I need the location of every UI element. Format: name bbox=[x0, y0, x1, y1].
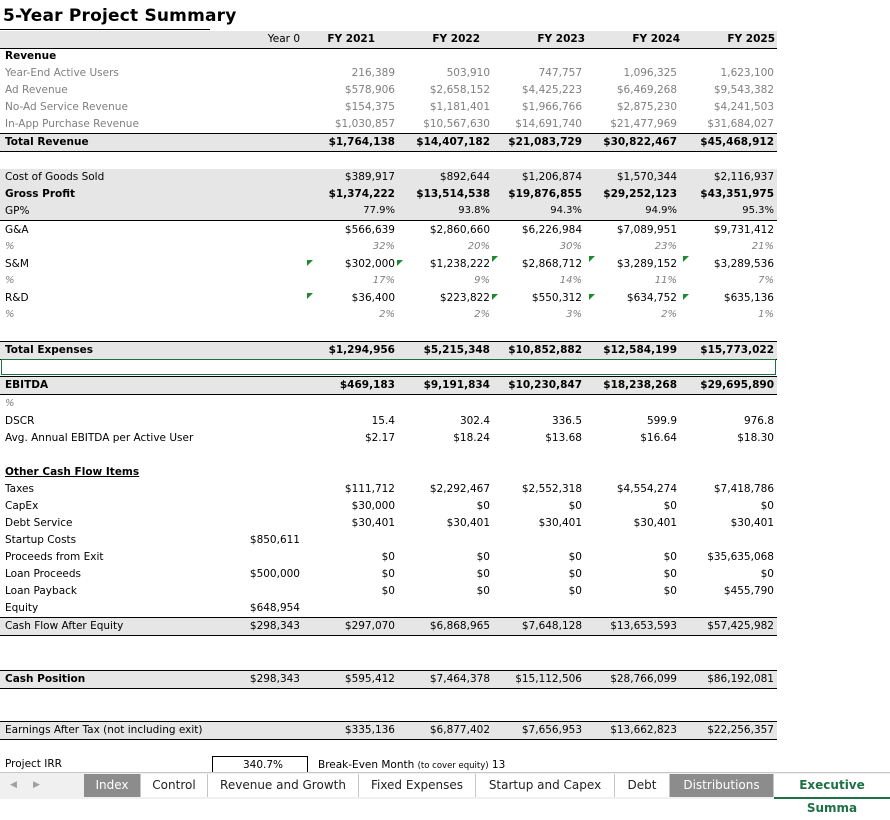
rd-pct-cell-1[interactable]: 2% bbox=[379, 309, 395, 320]
cf-after-equity-cell-4[interactable]: $13,653,593 bbox=[610, 620, 677, 632]
gross-profit-cell-5[interactable]: $43,351,975 bbox=[700, 188, 774, 200]
cf-after-equity-cell-3[interactable]: $7,648,128 bbox=[521, 620, 582, 632]
loan-proceeds-label[interactable]: Loan Proceeds bbox=[5, 568, 82, 580]
eat-label[interactable]: Earnings After Tax (not including exit) bbox=[5, 724, 203, 736]
taxes-label[interactable]: Taxes bbox=[5, 483, 34, 495]
project-irr-label[interactable]: Project IRR bbox=[5, 758, 62, 770]
rd-pct-cell-5[interactable]: 1% bbox=[758, 309, 774, 320]
row-total-revenue bbox=[0, 133, 777, 152]
comment-marker-icon[interactable] bbox=[397, 260, 403, 266]
noad-revenue-cell-2[interactable]: $1,181,401 bbox=[429, 101, 490, 113]
revenue-header[interactable]: Revenue bbox=[5, 50, 57, 62]
taxes-cell-2[interactable]: $2,292,467 bbox=[429, 483, 490, 495]
proceeds-exit-cell-1[interactable]: $0 bbox=[381, 551, 395, 563]
ebitda-pct-label[interactable]: % bbox=[5, 398, 15, 409]
gross-profit-cell-1[interactable]: $1,374,222 bbox=[328, 188, 395, 200]
eat-cell-4[interactable]: $13,662,823 bbox=[610, 724, 677, 736]
cash-position-label[interactable]: Cash Position bbox=[5, 673, 86, 685]
rd-pct-label[interactable]: % bbox=[5, 309, 15, 320]
col-fy2023[interactable]: FY 2023 bbox=[537, 33, 585, 45]
active-users-cell-2[interactable]: 503,910 bbox=[446, 67, 490, 79]
noad-revenue-cell-4[interactable]: $2,875,230 bbox=[616, 101, 677, 113]
ga-pct-cell-3[interactable]: 30% bbox=[559, 241, 582, 252]
noad-revenue-cell-3[interactable]: $1,966,766 bbox=[521, 101, 582, 113]
iap-revenue-cell-3[interactable]: $14,691,740 bbox=[515, 118, 582, 130]
comment-marker-icon[interactable] bbox=[589, 294, 595, 300]
capex-label[interactable]: CapEx bbox=[5, 500, 39, 512]
ebitda-per-user-cell-5[interactable]: $18.30 bbox=[737, 432, 774, 444]
sm-label[interactable]: S&M bbox=[5, 258, 29, 270]
proceeds-exit-cell-5[interactable]: $35,635,068 bbox=[707, 551, 774, 563]
total-expenses-cell-5[interactable]: $15,773,022 bbox=[700, 344, 774, 356]
row-rd bbox=[0, 290, 777, 307]
ad-revenue-cell-4[interactable]: $6,469,268 bbox=[616, 84, 677, 96]
ebitda-cell-5[interactable]: $29,695,890 bbox=[700, 379, 774, 391]
row-taxes bbox=[0, 481, 777, 498]
total-revenue-cell-2[interactable]: $14,407,182 bbox=[416, 136, 490, 148]
active-users-cell-4[interactable]: 1,096,325 bbox=[623, 67, 677, 79]
sm-cell-3[interactable]: $2,868,712 bbox=[521, 258, 582, 270]
row-iap-revenue bbox=[0, 116, 777, 133]
eat-cell-2[interactable]: $6,877,402 bbox=[429, 724, 490, 736]
ga-label[interactable]: G&A bbox=[5, 224, 29, 236]
tab-scroll-left-icon[interactable]: ◀ bbox=[10, 780, 17, 790]
debt-service-cell-1[interactable]: $30,401 bbox=[351, 517, 395, 529]
tab-scroll-arrows bbox=[0, 773, 80, 799]
total-revenue-label[interactable]: Total Revenue bbox=[5, 136, 89, 148]
ad-revenue-cell-3[interactable]: $4,425,223 bbox=[521, 84, 582, 96]
revenue-header-row bbox=[0, 48, 777, 65]
breakeven-value: 13 bbox=[491, 759, 506, 771]
row-loan-payback bbox=[0, 583, 777, 600]
ga-pct-cell-5[interactable]: 21% bbox=[751, 241, 774, 252]
debt-service-cell-3[interactable]: $30,401 bbox=[538, 517, 582, 529]
gp-pct-cell-4[interactable]: 94.9% bbox=[645, 205, 677, 216]
rd-cell-3[interactable]: $550,312 bbox=[531, 292, 582, 304]
ebitda-cell-1[interactable]: $469,183 bbox=[339, 379, 395, 391]
ga-cell-4[interactable]: $7,089,951 bbox=[616, 224, 677, 236]
cf-after-equity-label[interactable]: Cash Flow After Equity bbox=[5, 620, 124, 632]
loan-payback-cell-1[interactable]: $0 bbox=[381, 585, 395, 597]
rd-pct-cell-4[interactable]: 2% bbox=[661, 309, 677, 320]
debt-service-label[interactable]: Debt Service bbox=[5, 517, 73, 529]
col-fy2025[interactable]: FY 2025 bbox=[727, 33, 775, 45]
dscr-cell-4[interactable]: 599.9 bbox=[646, 415, 677, 427]
loan-proceeds-cell-3[interactable]: $0 bbox=[568, 568, 582, 580]
dscr-cell-3[interactable]: 336.5 bbox=[551, 415, 582, 427]
rd-label[interactable]: R&D bbox=[5, 292, 29, 304]
cogs-cell-5[interactable]: $2,116,937 bbox=[713, 171, 774, 183]
comment-marker-icon[interactable] bbox=[492, 294, 498, 300]
tab-index[interactable]: Index bbox=[84, 774, 141, 797]
row-eat bbox=[0, 721, 777, 740]
other-cf-hdr-label[interactable]: Other Cash Flow Items bbox=[5, 466, 140, 478]
proceeds-exit-label[interactable]: Proceeds from Exit bbox=[5, 551, 104, 563]
gross-profit-cell-4[interactable]: $29,252,123 bbox=[603, 188, 677, 200]
cash-position-cell-4[interactable]: $28,766,099 bbox=[610, 673, 677, 685]
total-revenue-cell-3[interactable]: $21,083,729 bbox=[508, 136, 582, 148]
gross-profit-cell-3[interactable]: $19,876,855 bbox=[508, 188, 582, 200]
cash-position-cell-0[interactable]: $298,343 bbox=[249, 673, 300, 685]
capex-cell-4[interactable]: $0 bbox=[663, 500, 677, 512]
ad-revenue-cell-2[interactable]: $2,658,152 bbox=[429, 84, 490, 96]
breakeven-text[interactable] bbox=[318, 759, 505, 771]
row-rd-pct bbox=[0, 307, 777, 324]
col-year0[interactable]: Year 0 bbox=[267, 33, 300, 45]
sm-pct-cell-1[interactable]: 17% bbox=[372, 275, 395, 286]
project-irr-value: 340.7% bbox=[243, 759, 284, 771]
row-ebitda-per-user bbox=[0, 430, 777, 447]
cash-position-cell-2[interactable]: $7,464,378 bbox=[429, 673, 490, 685]
cf-after-equity-cell-2[interactable]: $6,868,965 bbox=[429, 620, 490, 632]
tab-fixed-expenses[interactable]: Fixed Expenses bbox=[359, 774, 476, 797]
sm-pct-cell-2[interactable]: 9% bbox=[474, 275, 490, 286]
row-proceeds-exit bbox=[0, 549, 777, 566]
startup-costs-cell-0[interactable]: $850,611 bbox=[249, 534, 300, 546]
tab-control[interactable]: Control bbox=[141, 774, 208, 797]
gross-profit-label[interactable]: Gross Profit bbox=[5, 188, 76, 200]
gp-pct-cell-2[interactable]: 93.8% bbox=[458, 205, 490, 216]
gp-pct-cell-5[interactable]: 95.3% bbox=[742, 205, 774, 216]
row-equity bbox=[0, 600, 777, 617]
active-users-cell-3[interactable]: 747,757 bbox=[538, 67, 582, 79]
comment-marker-icon[interactable] bbox=[492, 256, 498, 262]
row-ebitda bbox=[0, 376, 777, 395]
col-fy2021[interactable]: FY 2021 bbox=[327, 33, 375, 45]
ga-cell-3[interactable]: $6,226,984 bbox=[521, 224, 582, 236]
row-noad-revenue bbox=[0, 99, 777, 116]
active-users-cell-5[interactable]: 1,623,100 bbox=[720, 67, 774, 79]
tab-scroll-right-icon[interactable]: ▶ bbox=[33, 780, 40, 790]
sheet-tab-bar bbox=[0, 772, 890, 815]
breakeven-label: Break-Even Month bbox=[318, 759, 415, 771]
eat-cell-3[interactable]: $7,656,953 bbox=[521, 724, 582, 736]
gross-profit-cell-2[interactable]: $13,514,538 bbox=[416, 188, 490, 200]
ga-pct-cell-4[interactable]: 23% bbox=[654, 241, 677, 252]
cash-position-cell-3[interactable]: $15,112,506 bbox=[515, 673, 582, 685]
ebitda-per-user-label[interactable]: Avg. Annual EBITDA per Active User bbox=[5, 432, 194, 444]
taxes-cell-1[interactable]: $111,712 bbox=[344, 483, 395, 495]
rd-cell-5[interactable]: $635,136 bbox=[723, 292, 774, 304]
rd-cell-2[interactable]: $223,822 bbox=[439, 292, 490, 304]
ebitda-per-user-cell-1[interactable]: $2.17 bbox=[364, 432, 395, 444]
cogs-cell-4[interactable]: $1,570,344 bbox=[616, 171, 677, 183]
ebitda-cell-2[interactable]: $9,191,834 bbox=[423, 379, 490, 391]
comment-marker-icon[interactable] bbox=[683, 294, 689, 300]
row-ga bbox=[0, 222, 777, 239]
debt-service-cell-5[interactable]: $30,401 bbox=[730, 517, 774, 529]
row-active-users bbox=[0, 65, 777, 82]
row-gross-profit bbox=[0, 186, 777, 203]
debt-service-cell-4[interactable]: $30,401 bbox=[633, 517, 677, 529]
col-fy2022[interactable]: FY 2022 bbox=[432, 33, 480, 45]
dscr-cell-1[interactable]: 15.4 bbox=[371, 415, 395, 427]
dscr-label[interactable]: DSCR bbox=[5, 415, 35, 427]
cogs-cell-1[interactable]: $389,917 bbox=[344, 171, 395, 183]
noad-revenue-label[interactable]: No-Ad Service Revenue bbox=[5, 101, 128, 113]
cf-after-equity-cell-5[interactable]: $57,425,982 bbox=[707, 620, 774, 632]
row-total-expenses bbox=[0, 341, 777, 360]
iap-revenue-cell-2[interactable]: $10,567,630 bbox=[423, 118, 490, 130]
rd-cell-4[interactable]: $634,752 bbox=[626, 292, 677, 304]
rd-cell-1[interactable]: $36,400 bbox=[351, 292, 395, 304]
loan-proceeds-cell-1[interactable]: $0 bbox=[381, 568, 395, 580]
tab-distributions[interactable]: Distributions bbox=[670, 774, 774, 797]
total-expenses-cell-3[interactable]: $10,852,882 bbox=[508, 344, 582, 356]
col-fy2024[interactable]: FY 2024 bbox=[632, 33, 680, 45]
tab-debt[interactable]: Debt bbox=[615, 774, 670, 797]
startup-costs-label[interactable]: Startup Costs bbox=[5, 534, 77, 546]
ebitda-label[interactable]: EBITDA bbox=[5, 379, 49, 391]
ga-cell-5[interactable]: $9,731,412 bbox=[713, 224, 774, 236]
eat-cell-5[interactable]: $22,256,357 bbox=[707, 724, 774, 736]
row-ebitda-pct bbox=[0, 396, 777, 413]
equity-cell-0[interactable]: $648,954 bbox=[249, 602, 300, 614]
capex-cell-2[interactable]: $0 bbox=[476, 500, 490, 512]
ga-pct-label[interactable]: % bbox=[5, 241, 15, 252]
ga-pct-cell-1[interactable]: 32% bbox=[372, 241, 395, 252]
ebitda-per-user-cell-2[interactable]: $18.24 bbox=[453, 432, 490, 444]
row-capex bbox=[0, 498, 777, 515]
ga-pct-cell-2[interactable]: 20% bbox=[467, 241, 490, 252]
total-expenses-cell-1[interactable]: $1,294,956 bbox=[328, 344, 395, 356]
row-other-cf-hdr bbox=[0, 464, 777, 481]
sm-cell-5[interactable]: $3,289,536 bbox=[713, 258, 774, 270]
cf-after-equity-cell-1[interactable]: $297,070 bbox=[344, 620, 395, 632]
active-users-label[interactable]: Year-End Active Users bbox=[5, 67, 119, 79]
capex-cell-5[interactable]: $0 bbox=[760, 500, 774, 512]
row-cogs bbox=[0, 169, 777, 186]
rd-pct-cell-2[interactable]: 2% bbox=[474, 309, 490, 320]
row-cash-position bbox=[0, 670, 777, 689]
loan-proceeds-cell-5[interactable]: $0 bbox=[760, 568, 774, 580]
dscr-cell-2[interactable]: 302.4 bbox=[459, 415, 490, 427]
ga-cell-2[interactable]: $2,860,660 bbox=[429, 224, 490, 236]
sm-pct-label[interactable]: % bbox=[5, 275, 15, 286]
project-irr-cell[interactable] bbox=[212, 756, 308, 772]
proceeds-exit-cell-4[interactable]: $0 bbox=[663, 551, 677, 563]
sheet-title: 5-Year Project Summary bbox=[3, 6, 237, 26]
row-loan-proceeds bbox=[0, 566, 777, 583]
dscr-cell-5[interactable]: 976.8 bbox=[743, 415, 774, 427]
total-expenses-cell-2[interactable]: $5,215,348 bbox=[423, 344, 490, 356]
row-ga-pct bbox=[0, 239, 777, 256]
row-dscr bbox=[0, 413, 777, 430]
taxes-cell-3[interactable]: $2,552,318 bbox=[521, 483, 582, 495]
total-expenses-label[interactable]: Total Expenses bbox=[5, 344, 94, 356]
iap-revenue-label[interactable]: In-App Purchase Revenue bbox=[5, 118, 139, 130]
sm-pct-cell-4[interactable]: 11% bbox=[654, 275, 677, 286]
comment-marker-icon[interactable] bbox=[589, 256, 595, 262]
sm-pct-cell-5[interactable]: 7% bbox=[758, 275, 774, 286]
capex-cell-1[interactable]: $30,000 bbox=[351, 500, 395, 512]
debt-service-cell-2[interactable]: $30,401 bbox=[446, 517, 490, 529]
column-header-row bbox=[0, 31, 777, 49]
rd-pct-cell-3[interactable]: 3% bbox=[566, 309, 582, 320]
cf-after-equity-cell-0[interactable]: $298,343 bbox=[249, 620, 300, 632]
total-revenue-cell-5[interactable]: $45,468,912 bbox=[700, 136, 774, 148]
sm-pct-cell-3[interactable]: 14% bbox=[559, 275, 582, 286]
cogs-cell-3[interactable]: $1,206,874 bbox=[521, 171, 582, 183]
loan-payback-cell-5[interactable]: $455,790 bbox=[723, 585, 774, 597]
ad-revenue-cell-5[interactable]: $9,543,382 bbox=[713, 84, 774, 96]
tab-executive-summary[interactable]: Executive Summa bbox=[774, 774, 890, 799]
comment-marker-icon[interactable] bbox=[683, 256, 689, 262]
ebitda-cell-3[interactable]: $10,230,847 bbox=[508, 379, 582, 391]
ebitda-per-user-cell-4[interactable]: $16.64 bbox=[640, 432, 677, 444]
proceeds-exit-cell-2[interactable]: $0 bbox=[476, 551, 490, 563]
active-users-cell-1[interactable]: 216,389 bbox=[351, 67, 395, 79]
eat-cell-1[interactable]: $335,136 bbox=[344, 724, 395, 736]
taxes-cell-5[interactable]: $7,418,786 bbox=[713, 483, 774, 495]
cogs-label[interactable]: Cost of Goods Sold bbox=[5, 171, 105, 183]
row-sm-pct bbox=[0, 273, 777, 290]
loan-payback-label[interactable]: Loan Payback bbox=[5, 585, 77, 597]
ga-cell-1[interactable]: $566,639 bbox=[344, 224, 395, 236]
loan-proceeds-cell-2[interactable]: $0 bbox=[476, 568, 490, 580]
cogs-cell-2[interactable]: $892,644 bbox=[439, 171, 490, 183]
total-expenses-cell-4[interactable]: $12,584,199 bbox=[603, 344, 677, 356]
taxes-cell-4[interactable]: $4,554,274 bbox=[616, 483, 677, 495]
sm-cell-4[interactable]: $3,289,152 bbox=[616, 258, 677, 270]
row-gp-pct bbox=[0, 203, 777, 221]
total-revenue-cell-1[interactable]: $1,764,138 bbox=[328, 136, 395, 148]
title-underline bbox=[0, 29, 210, 30]
loan-proceeds-cell-0[interactable]: $500,000 bbox=[249, 568, 300, 580]
noad-revenue-cell-5[interactable]: $4,241,503 bbox=[713, 101, 774, 113]
gp-pct-cell-3[interactable]: 94.3% bbox=[550, 205, 582, 216]
row-sm bbox=[0, 256, 777, 273]
loan-payback-cell-2[interactable]: $0 bbox=[476, 585, 490, 597]
ebitda-per-user-cell-3[interactable]: $13.68 bbox=[545, 432, 582, 444]
proceeds-exit-cell-3[interactable]: $0 bbox=[568, 551, 582, 563]
comment-marker-icon[interactable] bbox=[307, 293, 313, 299]
capex-cell-3[interactable]: $0 bbox=[568, 500, 582, 512]
loan-payback-cell-3[interactable]: $0 bbox=[568, 585, 582, 597]
equity-label[interactable]: Equity bbox=[5, 602, 39, 614]
comment-marker-icon[interactable] bbox=[307, 260, 313, 266]
iap-revenue-cell-5[interactable]: $31,684,027 bbox=[707, 118, 774, 130]
sm-cell-2[interactable]: $1,238,222 bbox=[429, 258, 490, 270]
row-ad-revenue bbox=[0, 82, 777, 99]
breakeven-note: (to cover equity) bbox=[417, 761, 489, 771]
ad-revenue-label[interactable]: Ad Revenue bbox=[5, 84, 68, 96]
row-startup-costs bbox=[0, 532, 777, 549]
ebitda-cell-4[interactable]: $18,238,268 bbox=[603, 379, 677, 391]
iap-revenue-cell-4[interactable]: $21,477,969 bbox=[610, 118, 677, 130]
noad-revenue-cell-1[interactable]: $154,375 bbox=[344, 101, 395, 113]
loan-proceeds-cell-4[interactable]: $0 bbox=[663, 568, 677, 580]
ad-revenue-cell-1[interactable]: $578,906 bbox=[344, 84, 395, 96]
sm-cell-1[interactable]: $302,000 bbox=[344, 258, 395, 270]
gp-pct-label[interactable]: GP% bbox=[5, 205, 30, 217]
tab-startup-capex[interactable]: Startup and Capex bbox=[476, 774, 615, 797]
loan-payback-cell-4[interactable]: $0 bbox=[663, 585, 677, 597]
tab-revenue-growth[interactable]: Revenue and Growth bbox=[208, 774, 359, 797]
selected-cell[interactable] bbox=[1, 359, 776, 375]
gp-pct-cell-1[interactable]: 77.9% bbox=[363, 205, 395, 216]
iap-revenue-cell-1[interactable]: $1,030,857 bbox=[334, 118, 395, 130]
cash-position-cell-5[interactable]: $86,192,081 bbox=[707, 673, 774, 685]
row-debt-service bbox=[0, 515, 777, 532]
cash-position-cell-1[interactable]: $595,412 bbox=[344, 673, 395, 685]
total-revenue-cell-4[interactable]: $30,822,467 bbox=[603, 136, 677, 148]
row-cf-after-equity bbox=[0, 617, 777, 636]
